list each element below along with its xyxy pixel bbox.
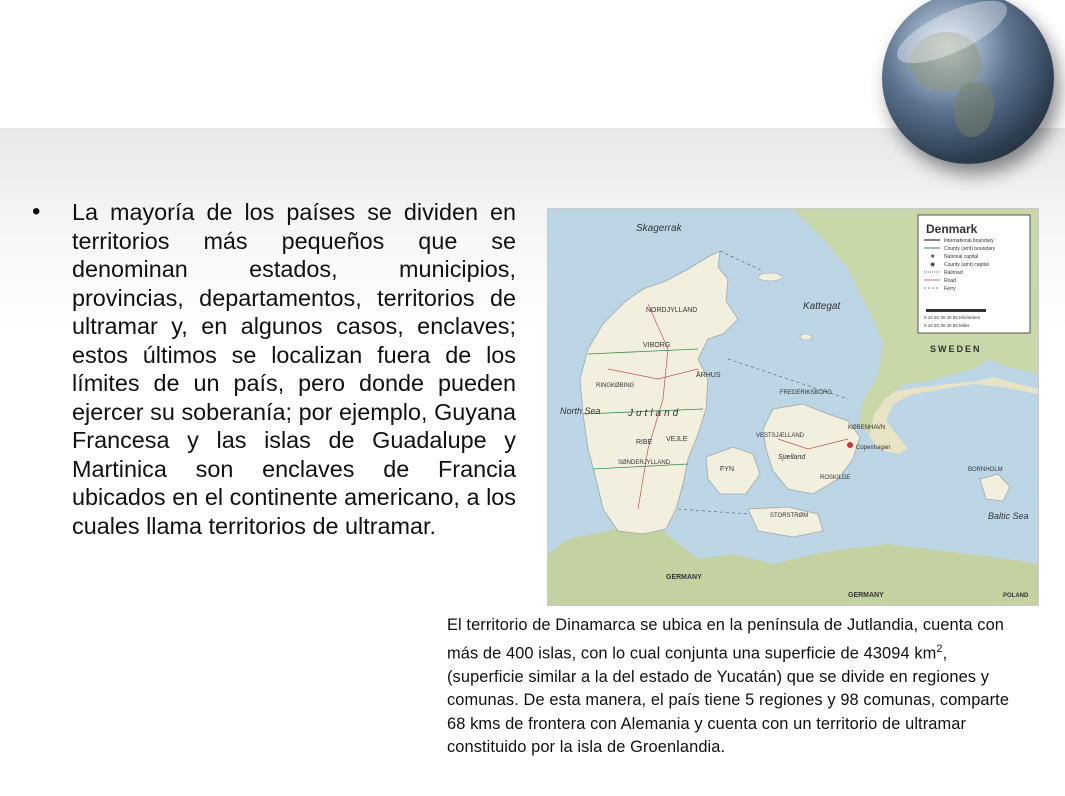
globe-landmass <box>954 82 994 137</box>
bullet-marker: • <box>32 198 41 225</box>
map-label-ringkobing: RINGKØBING <box>596 383 635 389</box>
legend-star-icon: ★ <box>930 254 936 260</box>
caption-superscript: 2 <box>936 642 943 655</box>
map-label-baltic-sea: Baltic Sea <box>988 511 1029 521</box>
legend-item: Ferry <box>944 286 956 292</box>
map-legend <box>918 215 1030 333</box>
map-label-roskilde: ROSKILDE <box>820 475 851 481</box>
main-paragraph: La mayoría de los países se dividen en territorios más pequeños que se denominan estados, municipios, provincias, departamentos, territorios de ultramar y, en algunos casos, enclaves; estos últimos se localizan fuera de los límites de un país, pero donde pueden ejercer su soberanía; por ejemplo, Guyana Francesa y las islas de Guadalupe y Martinica son enclaves de Francia ubicados en el continente americano, a los cuales llama territorios de ultramar. <box>72 199 516 539</box>
map-label-arhus: ÅRHUS <box>696 372 721 379</box>
map-label-skagerrak: Skagerrak <box>636 223 682 234</box>
map-label-north-sea: North Sea <box>560 406 601 416</box>
map-label-germany-west: GERMANY <box>666 574 702 581</box>
legend-scale-km: 0 10 20 30 40 50 Kilometers <box>924 315 981 320</box>
legend-dot-icon: ◉ <box>930 262 936 268</box>
legend-scale-bar <box>926 309 986 312</box>
bornholm-island <box>980 474 1010 501</box>
map-svg <box>548 209 1038 605</box>
map-label-viborg: VIBORG <box>643 342 671 349</box>
globe-image <box>882 0 1054 164</box>
map-label-sweden: SWEDEN <box>930 344 982 354</box>
legend-item: Railroad <box>944 270 963 276</box>
lolland-island <box>748 507 823 537</box>
map-label-frederiksborg: FREDERIKSBORG <box>780 390 833 396</box>
legend-title: Denmark <box>926 222 978 236</box>
legend-item: County (amt) boundary <box>944 246 996 252</box>
map-label-sonderjylland: SØNDERJYLLAND <box>618 460 671 466</box>
map-label-nordjylland: NORDJYLLAND <box>646 307 698 314</box>
legend-scale-mi: 0 10 20 30 40 50 Miles <box>924 323 970 328</box>
caption-text-end: , (superficie similar a la del estado de Yucatán) que se divide en regiones y comunas. De esta manera, el país tiene 5 regiones y 98 comunas, comparte 68 kms de frontera con Alemania y cuenta con un territorio de ultramar constituido por la isla de Groenlandia. <box>447 644 1010 757</box>
map-label-copenhagen: Copenhagen <box>856 445 891 451</box>
map-label-vejle: VEJLE <box>666 436 688 443</box>
map-label-bornholm: BORNHOLM <box>968 467 1003 473</box>
legend-item: National capital <box>944 254 979 260</box>
legend-item: Road <box>944 278 956 284</box>
map-label-poland: POLAND <box>1003 593 1029 599</box>
jutland-land <box>580 251 738 534</box>
map-label-sjaelland: Sjælland <box>778 454 806 461</box>
anholt-island <box>800 334 812 340</box>
map-label-kobenhavn: KØBENHAVN <box>848 425 886 431</box>
map-label-germany-east: GERMANY <box>848 592 884 599</box>
map-label-ribe: RIBE <box>636 439 653 446</box>
map-caption <box>447 614 1027 760</box>
legend-item: International boundary <box>944 238 994 244</box>
map-label-vestsjaelland: VESTSJÆLLAND <box>756 433 805 439</box>
map-label-jutland: Jutland <box>628 408 682 419</box>
denmark-map <box>547 208 1039 606</box>
laeso-island <box>758 273 782 281</box>
caption-text-start: El territorio de Dinamarca se ubica en la península de Jutlandia, cuenta con más de 400 islas, con lo cual conjunta una superficie de 43094 km <box>447 616 1005 663</box>
map-label-storstrom: STORSTRØM <box>770 513 809 519</box>
capital-marker <box>847 442 853 448</box>
map-label-fyn: FYN <box>720 466 734 473</box>
legend-item: County (amt) capital <box>944 262 989 268</box>
map-label-kattegat: Kattegat <box>803 301 841 312</box>
